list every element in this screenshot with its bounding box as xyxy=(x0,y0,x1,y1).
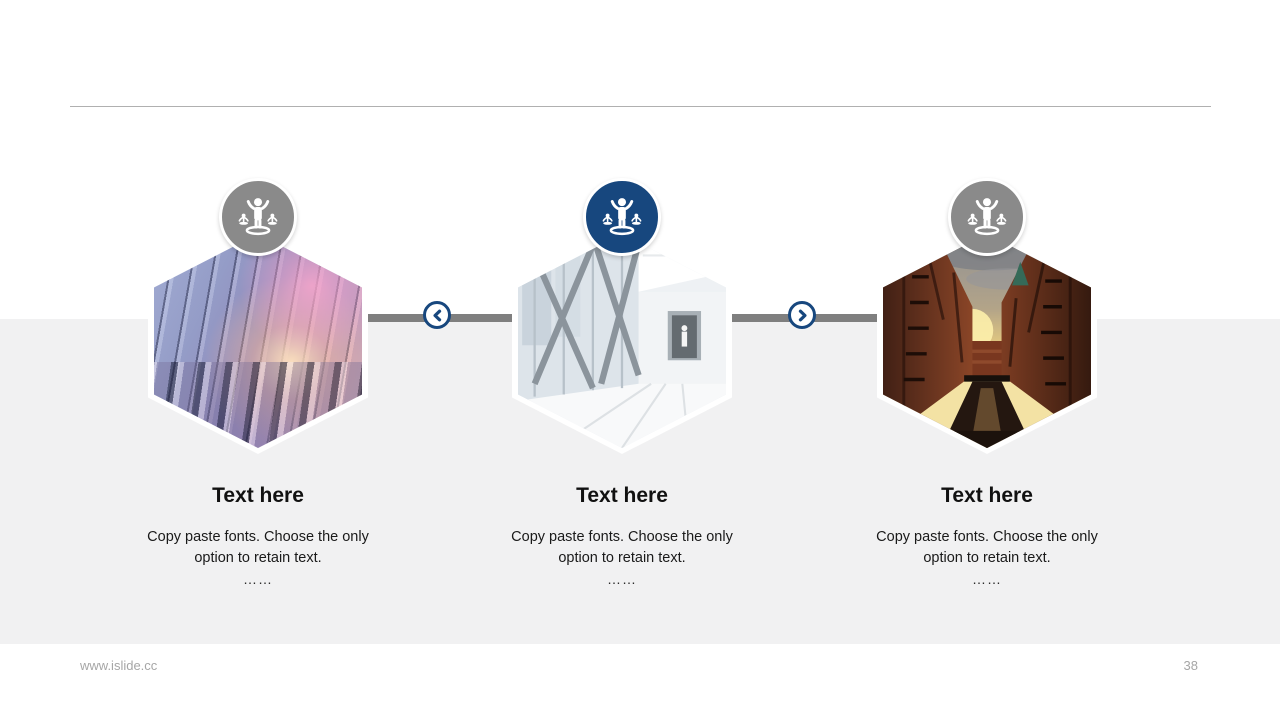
card-2 xyxy=(472,178,772,608)
prev-button[interactable] xyxy=(423,301,451,329)
team-leadership-icon xyxy=(964,194,1010,240)
card-image-corridor xyxy=(518,234,726,448)
card-3 xyxy=(837,178,1137,608)
page-number: 38 xyxy=(1183,658,1198,673)
team-leadership-icon xyxy=(235,194,281,240)
card-body: Copy paste fonts. Choose the only option to retain text. xyxy=(147,529,369,567)
hexagon-frame xyxy=(877,228,1097,454)
card-title: Text here xyxy=(212,484,304,507)
corridor-graphic xyxy=(518,234,726,448)
card-body: Copy paste fonts. Choose the only option to retain text. xyxy=(511,529,733,567)
chevron-left-icon xyxy=(430,308,445,323)
badge-circle xyxy=(948,178,1026,256)
window-band xyxy=(154,362,362,448)
card-title: Text here xyxy=(576,484,668,507)
card-image-glass-building xyxy=(154,234,362,448)
card-1 xyxy=(108,178,408,608)
badge-circle xyxy=(583,178,661,256)
top-divider-line xyxy=(70,106,1211,107)
card-title: Text here xyxy=(941,484,1033,507)
chevron-right-icon xyxy=(795,308,810,323)
footer-url: www.islide.cc xyxy=(80,658,158,673)
card-ellipsis: …… xyxy=(972,571,1002,587)
hexagon-frame xyxy=(148,228,368,454)
card-ellipsis: …… xyxy=(607,571,637,587)
canal-graphic xyxy=(883,234,1091,448)
hexagon-frame xyxy=(512,228,732,454)
badge-circle xyxy=(219,178,297,256)
card-image-brick-canal xyxy=(883,234,1091,448)
team-leadership-icon xyxy=(599,194,645,240)
card-body: Copy paste fonts. Choose the only option to retain text. xyxy=(876,529,1098,567)
next-button[interactable] xyxy=(788,301,816,329)
card-ellipsis: …… xyxy=(243,571,273,587)
